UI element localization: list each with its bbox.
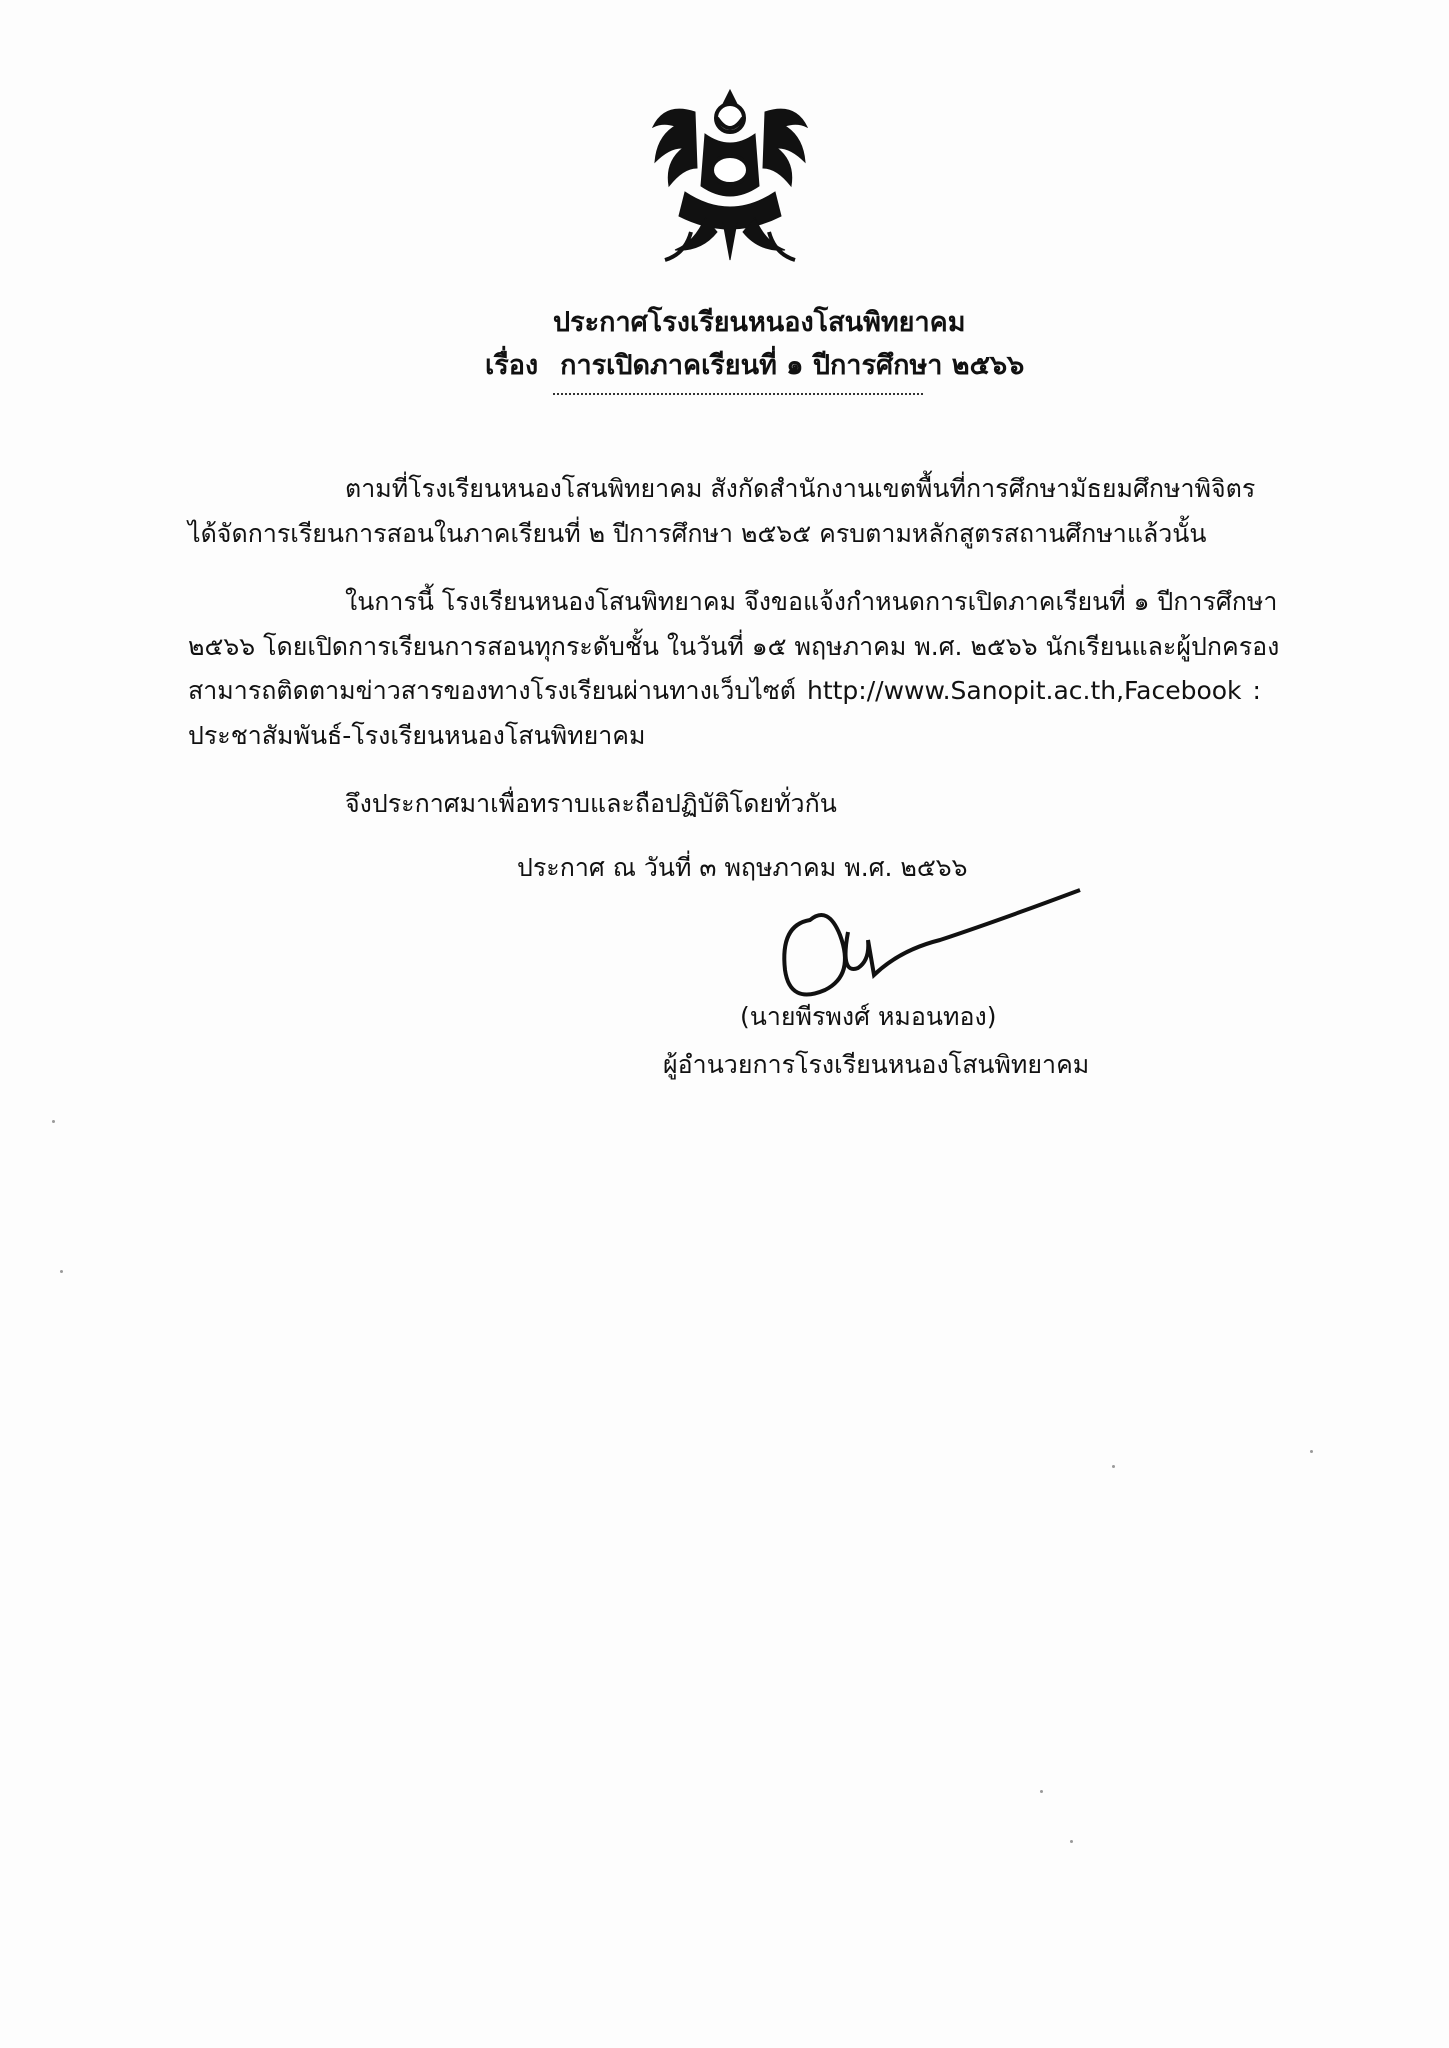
announcement-title: ประกาศโรงเรียนหนองโสนพิทยาคม [553,307,966,338]
paragraph-2-line-4: ประชาสัมพันธ์-โรงเรียนหนองโสนพิทยาคม [188,721,646,750]
scan-speck [1070,1840,1073,1843]
announce-date: ประกาศ ณ วันที่ ๓ พฤษภาคม พ.ศ. ๒๕๖๖ [517,853,968,882]
paragraph-1-line-2: ได้จัดการเรียนการสอนในภาคเรียนที่ ๒ ปีการศึกษา ๒๕๖๕ ครบตามหลักสูตรสถานศึกษาแล้วนั้น [188,519,1207,548]
garuda-emblem-icon [635,82,825,267]
scan-speck [1112,1465,1115,1468]
closing-paragraph: จึงประกาศมาเพื่อทราบและถือปฏิบัติโดยทั่วกัน [345,789,837,818]
announcement-subject [485,343,1024,386]
paragraph-2-line-2: ๒๕๖๖ โดยเปิดการเรียนการสอนทุกระดับชั้น ในวันที่ ๑๕ พฤษภาคม พ.ศ. ๒๕๖๖ นักเรียนและผู้ปกครอง [188,632,1280,661]
handwritten-signature [770,880,1090,1010]
paragraph-1-line-1: ตามที่โรงเรียนหนองโสนพิทยาคม สังกัดสำนักงานเขตพื้นที่การศึกษามัธยมศึกษาพิจิตร [345,474,1256,503]
signer-name: (นายพีรพงศ์ หมอนทอง) [740,1002,997,1031]
scan-speck [1310,1450,1313,1453]
paragraph-2-line-1: ในการนี้ โรงเรียนหนองโสนพิทยาคม จึงขอแจ้งกำหนดการเปิดภาคเรียนที่ ๑ ปีการศึกษา [345,587,1278,616]
scan-speck [52,1120,55,1123]
scan-speck [60,1270,63,1273]
subject-label: เรื่อง [485,350,539,381]
paragraph-2-line-3: สามารถติดตามข่าวสารของทางโรงเรียนผ่านทางเว็บไซต์ http://www.Sanopit.ac.th,Facebook : [188,676,1261,705]
subject-text: การเปิดภาคเรียนที่ ๑ ปีการศึกษา ๒๕๖๖ [560,350,1025,381]
title-separator [553,393,923,395]
scan-speck [1040,1790,1043,1793]
signer-position: ผู้อำนวยการโรงเรียนหนองโสนพิทยาคม [663,1050,1090,1079]
